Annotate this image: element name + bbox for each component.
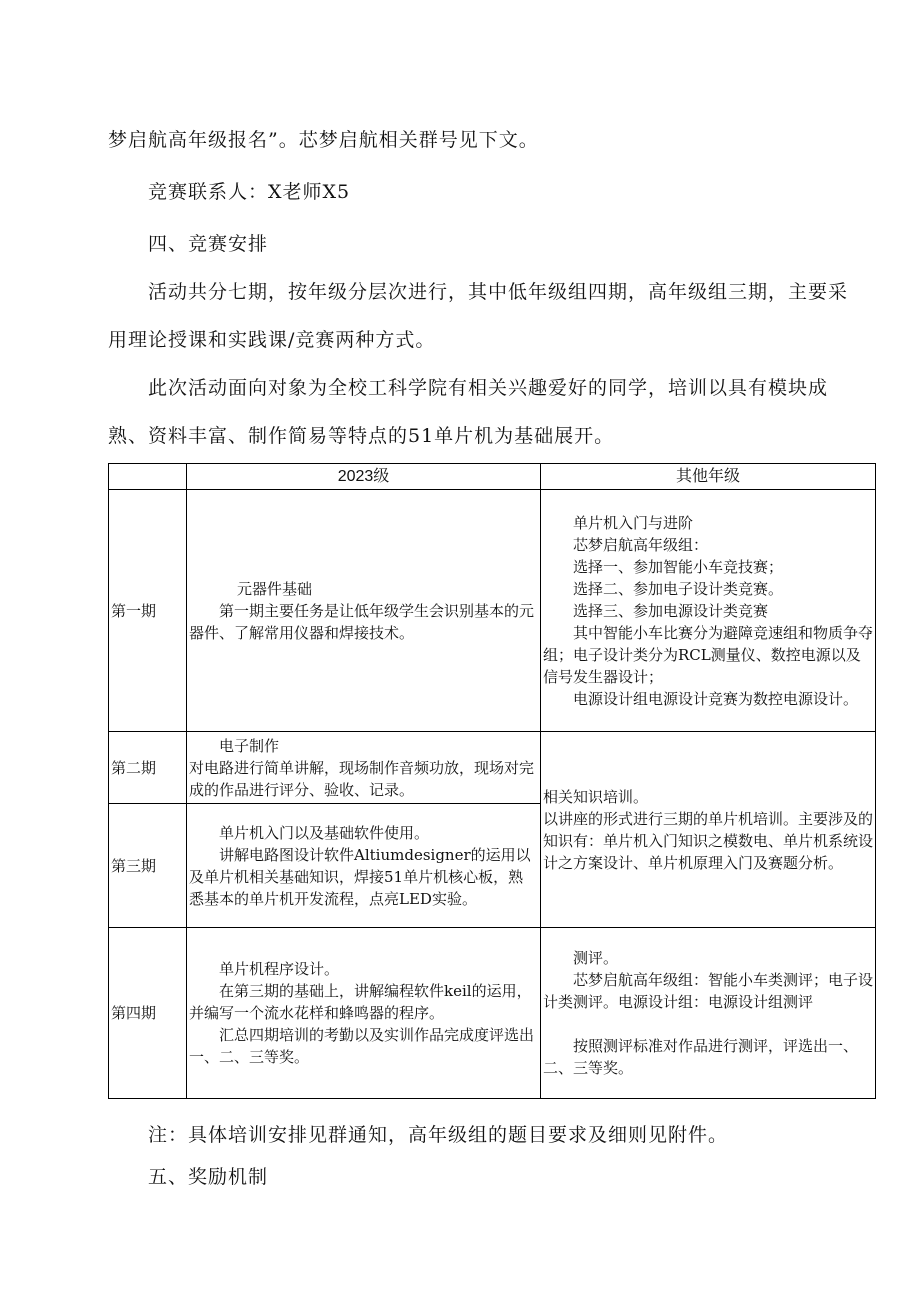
- schedule-table: [108, 463, 876, 1099]
- period-4-label: 第四期: [109, 928, 187, 1099]
- period-2-3-other-title: 相关知识培训。: [543, 787, 649, 806]
- note-line: 注：具体培训安排见群通知，高年级组的题目要求及细则见附件。: [148, 1124, 729, 1146]
- period-1-other-line-1: 单片机入门与进阶: [573, 513, 694, 532]
- para-2-line-2: 熟、资料丰富、制作简易等特点的51单片机为基础展开。: [108, 425, 615, 447]
- period-2-desc: 对电路进行简单讲解，现场制作音频功放，现场对完成的作品进行评分、验收、记录。: [189, 758, 535, 799]
- period-1-title: 元器件基础: [237, 579, 313, 598]
- period-4-2023-cell: [187, 928, 541, 1099]
- period-4-desc: 在第三期的基础上，讲解编程软件keil的运用，并编写一个流水花样和蜂鸣器的程序。: [189, 982, 532, 1022]
- period-3-title: 单片机入门以及基础软件使用。: [219, 823, 430, 842]
- period-1-other-line-5: 选择三、参加电源设计类竞赛: [573, 601, 769, 620]
- table-header-row: [109, 464, 876, 490]
- section-5-heading: 五、奖励机制: [148, 1166, 269, 1188]
- period-2-title: 电子制作: [219, 736, 280, 755]
- period-4-summary: 汇总四期培训的考勤以及实训作品完成度评选出一、二、三等奖。: [189, 1026, 535, 1066]
- period-3-desc: 讲解电路图设计软件Altiumdesigner的运用以及单片机相关基础知识，焊接51单片机核心板，熟悉基本的单片机开发流程，点亮LED实验。: [189, 845, 531, 908]
- period-2-3-other-cell: [541, 732, 876, 928]
- period-4-other-cell: [541, 928, 876, 1099]
- period-1-other-line-2: 芯梦启航高年级组：: [573, 535, 709, 554]
- period-1-label: 第一期: [109, 490, 187, 732]
- table-row-period-4: [109, 928, 876, 1099]
- para-1-line-1: 活动共分七期，按年级分层次进行，其中低年级组四期，高年级组三期，主要采: [148, 281, 849, 303]
- period-2-2023-cell: [187, 732, 541, 804]
- period-4-other-title: 测评。: [573, 949, 619, 967]
- period-1-other-cell: [541, 490, 876, 732]
- period-1-desc: 第一期主要任务是让低年级学生会识别基本的元器件、了解常用仪器和焊接技术。: [189, 601, 535, 642]
- header-other-grades: 其他年级: [541, 464, 876, 490]
- table-row-period-2: [109, 732, 876, 804]
- period-1-2023-cell: [187, 490, 541, 732]
- contact-line: 竞赛联系人：X老师X5: [148, 181, 351, 203]
- period-2-3-other-desc: 以讲座的形式进行三期的单片机培训。主要涉及的知识有：单片机入门知识之模数电、单片机系统设计之方案设计、单片机原理入门及赛题分析。: [543, 809, 874, 872]
- para-1-line-2: 用理论授课和实践课/竞赛两种方式。: [108, 329, 436, 351]
- header-blank: [109, 464, 187, 490]
- period-1-other-line-6: 其中智能小车比赛分为避障竞速组和物质争夺组；电子设计类分为RCL测量仪、数控电源以及信号发生器设计；: [543, 623, 874, 686]
- period-4-other-groups: 芯梦启航高年级组：智能小车类测评；电子设计类测评。电源设计组：电源设计组测评: [543, 971, 874, 1011]
- period-3-label: 第三期: [109, 804, 187, 928]
- intro-line-1: 梦启航高年级报名”。芯梦启航相关群号见下文。: [108, 129, 539, 151]
- period-3-2023-cell: [187, 804, 541, 928]
- period-1-other-line-4: 选择二、参加电子设计类竞赛。: [573, 579, 784, 598]
- header-2023: 2023级: [187, 464, 541, 490]
- section-4-heading: 四、竞赛安排: [148, 233, 269, 255]
- period-1-other-line-7: 电源设计组电源设计竞赛为数控电源设计。: [573, 689, 859, 708]
- table-row-period-1: [109, 490, 876, 732]
- period-2-label: 第二期: [109, 732, 187, 804]
- period-4-other-award: 按照测评标准对作品进行测评，评选出一、二、三等奖。: [543, 1037, 859, 1077]
- para-2-line-1: 此次活动面向对象为全校工科学院有相关兴趣爱好的同学，培训以具有模块成: [148, 377, 829, 399]
- period-1-other-line-3: 选择一、参加智能小车竞技赛；: [573, 557, 784, 576]
- period-4-title: 单片机程序设计。: [219, 960, 340, 978]
